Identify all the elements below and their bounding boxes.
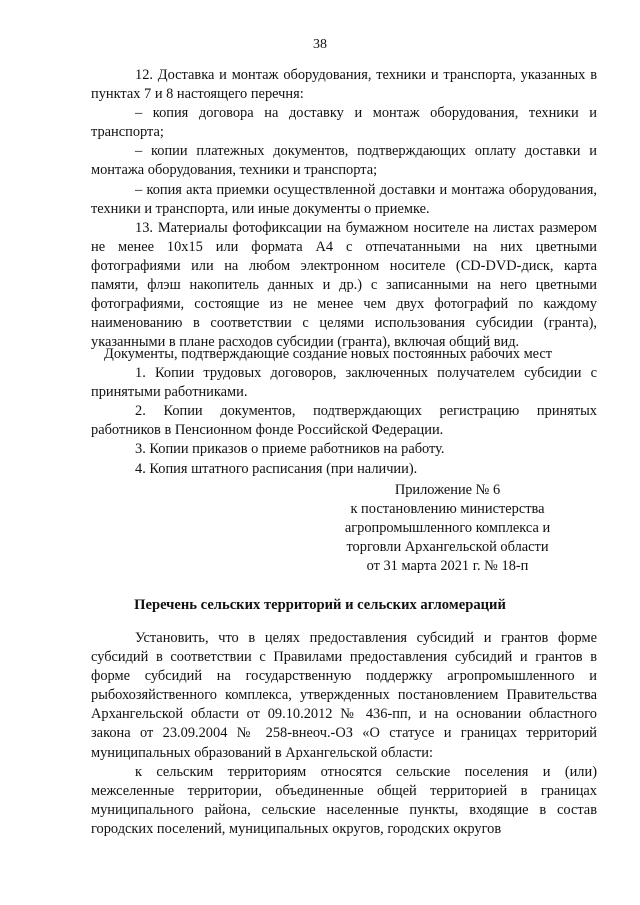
- item-13: 13. Материалы фотофиксации на бумажном носителе на листах размером не менее 10х15 или формата А4 с отпечатанными на них цветными фотографиями или на любом электронном носителе (CD-DVD-диск, карта памяти, флэш накопитель данных и др.) с записанными на него цветными фотографиями, состоящие из не менее чем двух фотографий по каждому наименованию в соответствии с целями использования субсидии (гранта), указанными в плане расходов субсидии (гранта), включая общий вид.: [91, 219, 597, 351]
- appendix-line-4: торговли Архангельской области: [346, 539, 549, 556]
- item-12-sub-2: – копии платежных документов, подтверждающих оплату доставки и монтажа оборудования, техники и транспорта;: [91, 143, 597, 179]
- item-12-sub-1: – копия договора на доставку и монтаж оборудования, техники и транспорта;: [91, 105, 597, 141]
- section-jobs-docs: [91, 345, 597, 479]
- jobs-item-2: 2. Копии документов, подтверждающих регистрацию принятых работников в Пенсионном фонде Российской Федерации.: [91, 403, 597, 439]
- jobs-item-3: 3. Копии приказов о приеме работников на работу.: [135, 441, 445, 458]
- jobs-item-4: 4. Копия штатного расписания (при наличии).: [135, 460, 418, 477]
- appendix-line-3: агропромышленного комплекса и: [344, 520, 551, 537]
- item-12: 12. Доставка и монтаж оборудования, техники и транспорта, указанных в пунктах 7 и 8 настоящего перечня:: [91, 67, 597, 103]
- section-delivery-docs: [91, 66, 597, 352]
- jobs-item-1: 1. Копии трудовых договоров, заключенных получателем субсидии с принятыми работниками.: [91, 365, 597, 401]
- section-territories: [91, 629, 597, 839]
- section-heading: Документы, подтверждающие создание новых постоянных рабочих мест: [104, 346, 553, 362]
- territories-paragraph-1: Установить, что в целях предоставления субсидий и грантов форме субсидий в соответствии с Правилами предоставления субсидий и грантов в форме субсидий на государственную поддержку агропромышленного и рыбохозяйственного комплекса, утвержденных постановлением Правительства Архангельской области от 09.10.2012 № 436-пп, и на основании областного закона от 23.09.2004 № 258-внеоч.-ОЗ «О статусе и границах территорий муниципальных образований в Архангельской области:: [91, 630, 597, 761]
- page-number: 38: [313, 37, 327, 52]
- appendix-line-2: к постановлению министерства: [350, 501, 545, 518]
- appendix-block: [330, 481, 565, 576]
- appendix-line-5: от 31 марта 2021 г. № 18-п: [366, 558, 529, 575]
- appendix-line-1: Приложение № 6: [394, 482, 501, 498]
- territories-paragraph-2: к сельским территориям относятся сельские поселения и (или) межселенные территории, объединенные общей территорией в границах муниципального района, сельские населенные пункты, входящие в состав городских поселений, муниципальных округов, городских округов: [91, 763, 597, 837]
- item-12-sub-3: – копия акта приемки осуществленной доставки и монтажа оборудования, техники и транспорта, или иные документы о приемке.: [91, 181, 597, 217]
- document-title: Перечень сельских территорий и сельских агломераций: [134, 597, 506, 613]
